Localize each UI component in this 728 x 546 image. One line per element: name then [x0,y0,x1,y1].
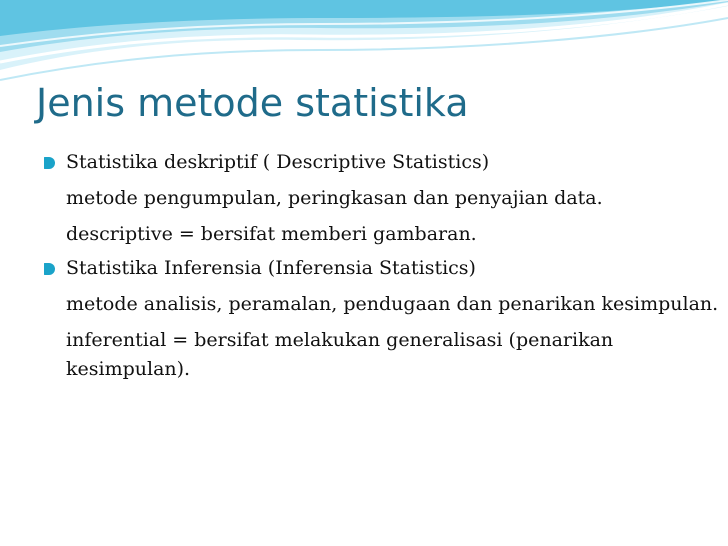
wave-header-decoration [0,0,728,90]
bullet-icon [44,157,55,169]
list-item [40,254,720,283]
content-list [40,148,720,386]
detail-line: inferential = bersifat melakukan generalisasi (penarikan kesimpulan). [66,329,614,380]
slide-title: Jenis metode statistika [36,81,469,125]
detail-line: descriptive = bersifat memberi gambaran. [66,223,477,245]
detail-line: metode analisis, peramalan, pendugaan dan penarikan kesimpulan. [66,293,719,315]
bullet-icon [44,263,55,275]
bullet-text: Statistika Inferensia (Inferensia Statistics) [66,257,476,279]
bullet-text: Statistika deskriptif ( Descriptive Statistics) [66,151,490,173]
list-item [40,148,720,177]
detail-line: metode pengumpulan, peringkasan dan penyajian data. [66,187,603,209]
